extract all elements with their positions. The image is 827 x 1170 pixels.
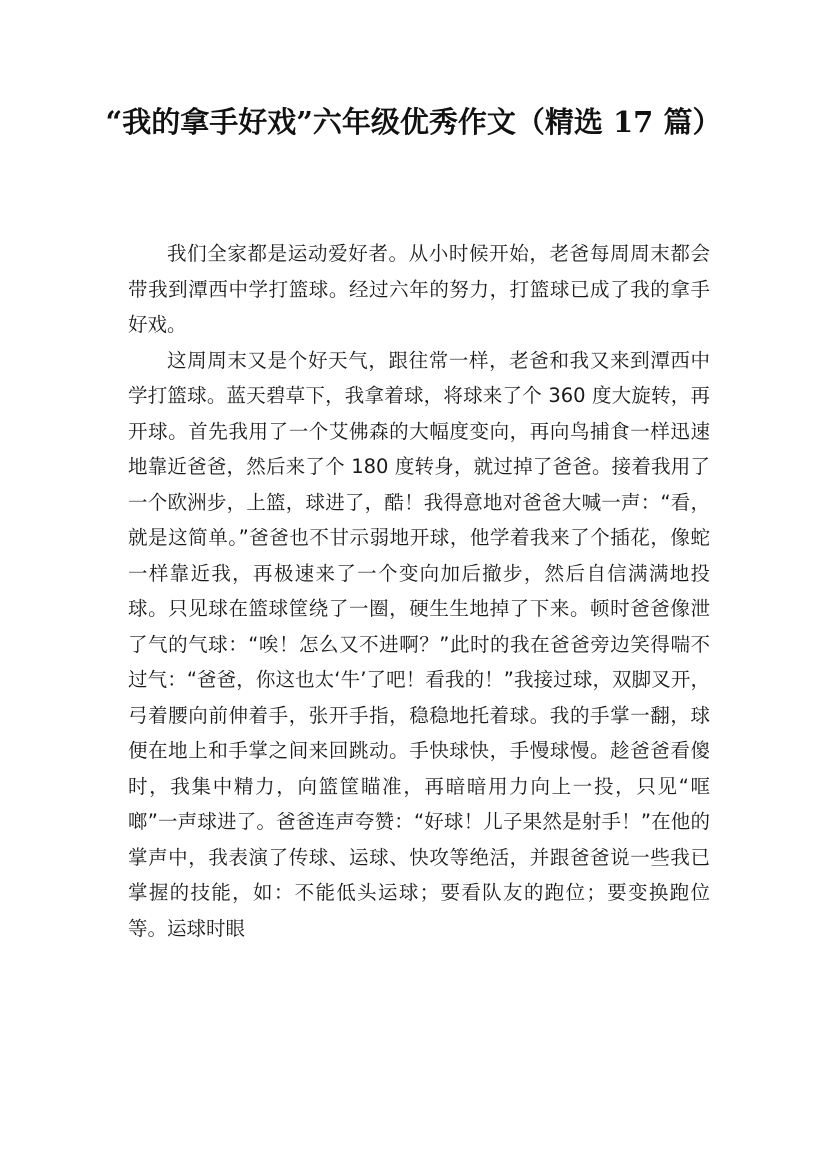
paragraph-1: 我们全家都是运动爱好者。从小时候开始，老爸每周周末都会带我到潭西中学打篮球。经过六年的努力，打篮球已成了我的拿手好戏。 — [128, 242, 710, 336]
document-body — [128, 236, 710, 946]
paragraph-2: 这周周末又是个好天气，跟往常一样，老爸和我又来到潭西中学打篮球。蓝天碧草下，我拿着球，将球来了个 360 度大旋转，再开球。首先我用了一个艾佛森的大幅度变向，再向鸟捕食一样迅速地靠近爸爸，然后来了个 180 度转身，就过掉了爸爸。接着我用了一个欧洲步，上篮，球进了，酷！我得意地对爸爸大喊一声：“看，就是这简单。”爸爸也不甘示弱地开球，他学着我来了个插花，像蛇一样靠近我，再极速来了一个变向加后撤步，然后自信满满地投球。只见球在篮球筐绕了一圈，硬生生地掉了下来。顿时爸爸像泄了气的气球：“唉！怎么又不进啊？”此时的我在爸爸旁边笑得喘不过气：“爸爸，你这也太‘牛’了吧！看我的！”我接过球，双脚叉开，弓着腰向前伸着手，张开手指，稳稳地托着球。我的手掌一翻，球便在地上和手掌之间来回跳动。手快球快，手慢球慢。趁爸爸看傻时，我集中精力，向篮筐瞄准，再暗暗用力向上一投，只见“哐啷”一声球进了。爸爸连声夸赞：“好球！儿子果然是射手！”在他的掌声中，我表演了传球、运球、快攻等绝活，并跟爸爸说一些我已掌握的技能，如：不能低头运球；要看队友的跑位；要变换跑位等。运球时眼 — [128, 348, 710, 940]
document-title: “我的拿手好戏”六年级优秀作文（精选 17 篇） — [105, 105, 722, 139]
